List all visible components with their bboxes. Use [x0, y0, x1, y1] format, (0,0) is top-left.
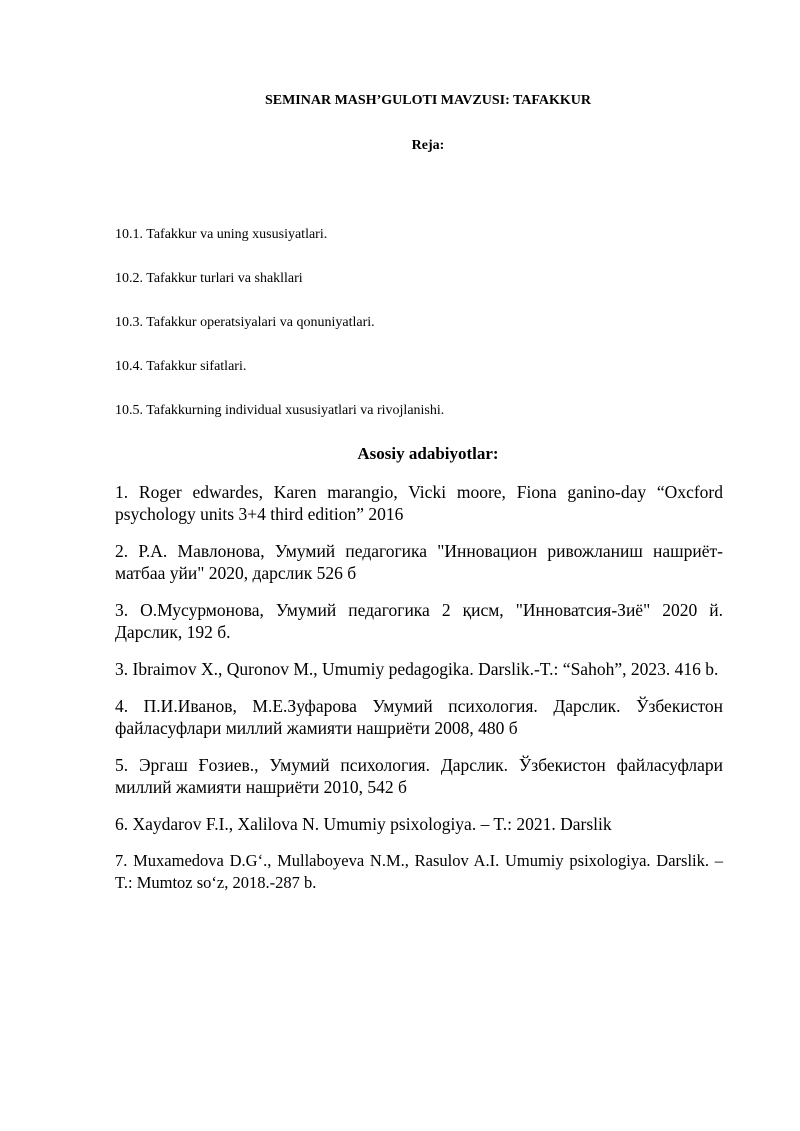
plan-item: 10.1. Tafakkur va uning xususiyatlari.	[115, 227, 328, 242]
reference-item: 2. Р.А. Мавлонова, Умумий педагогика "Инновацион ривожланиш нашриёт-матбаа уйи" 2020, дарслик 526 б	[115, 541, 723, 583]
reference-item: 6. Xaydarov F.I., Xalilova N. Umumiy psixologiya. – T.: 2021. Darslik	[115, 814, 612, 834]
plan-item: 10.2. Tafakkur turlari va shakllari	[115, 271, 303, 286]
plan-item: 10.5. Tafakkurning individual xususiyatlari va rivojlanishi.	[115, 403, 445, 418]
reference-item: 3. Ibraimov X., Quronov M., Umumiy pedagogika. Darslik.-T.: “Sahoh”, 2023. 416 b.	[115, 659, 719, 679]
reference-item: 4. П.И.Иванов, М.Е.Зуфарова Умумий психология. Дарслик. Ўзбекистон файласуфлари миллий жамияти нашриёти 2008, 480 б	[115, 696, 723, 738]
document-title: SEMINAR MASH’GULOTI MAVZUSI: TAFAKKUR	[264, 93, 592, 108]
reference-item: 3. О.Мусурмонова, Умумий педагогика 2 қисм, "Инноватсия-Зиё" 2020 й. Дарслик, 192 б.	[115, 600, 723, 642]
reference-list	[115, 481, 723, 909]
reference-item: 5. Эргаш Ғозиев., Умумий психология. Дарслик. Ўзбекистон файласуфлари миллий жамияти нашриёти 2010, 542 б	[115, 755, 723, 797]
plan-item: 10.3. Tafakkur operatsiyalari va qonuniyatlari.	[115, 315, 375, 330]
plan-heading: Reja:	[411, 138, 445, 153]
reference-item: 7. Muxamedova D.G‘., Mullaboyeva N.M., Rasulov A.I. Umumiy psixologiya. Darslik. – T.: Mumtoz so‘z, 2018.-287 b.	[115, 851, 723, 892]
plan-item: 10.4. Tafakkur sifatlari.	[115, 359, 247, 374]
literature-heading: Asosiy adabiyotlar:	[357, 444, 499, 463]
plan-list	[115, 226, 444, 446]
reference-item: 1. Roger edwardes, Karen marangio, Vicki moore, Fiona ganino-day “Oxcford psychology units 3+4 third edition” 2016	[115, 482, 723, 524]
